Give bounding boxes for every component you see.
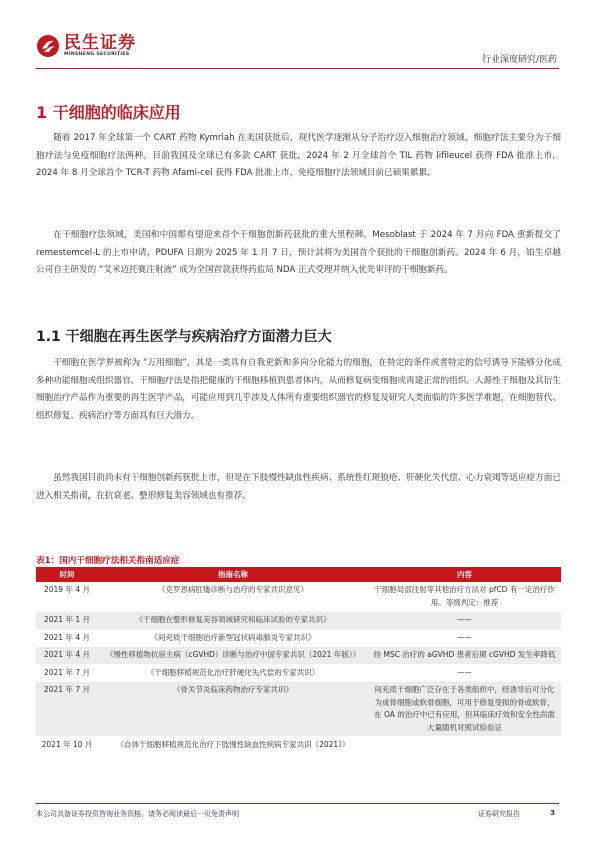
page-header [0, 0, 595, 72]
minsheng-logo-icon [36, 34, 60, 58]
cell-content: 干细胞局部注射等其他治疗方法对 pfCD 有一定治疗作用。等级判定：推荐 [368, 582, 561, 612]
cell-date: 2021 年 1 月 [36, 612, 98, 630]
footer-report-type: 证券研究报告 [478, 810, 520, 818]
paragraph-2: 在干细胞疗法领域，美国和中国都有望迎来首个干细胞创新药获批的重大里程碑。Mesoblast 于 2024 年 7 月向 FDA 重新提交了 remestemcel-L 的上市申请，PDUFA 日期为 2025 年 1 月 7 日，预计其将为美国首个获批的干细胞创新药。2024 年 6 月，铂生卓越公司自主研发的 “艾米迈托赛注射液” 成为全国首款获得药监局 NDA 正式受理并纳入优先审评的干细胞新药。 [36, 230, 561, 275]
cell-content: 经 MSC 治疗的 aGVHD 患者后期 cGVHD 发生率降低 [368, 647, 561, 665]
report-category: 行业深度研究/医药 [481, 55, 557, 65]
cell-guideline-name: 《干细胞在整形修复美容领域研究和临床试验的专家共识》 [98, 612, 368, 630]
section-1-1-title: 1.1 干细胞在再生医学与疾病治疗方面潜力巨大 [36, 329, 332, 345]
footer-disclaimer: 本公司具备证券投资咨询业务资格，请务必阅读最后一页免责声明 [36, 810, 239, 818]
paragraph-4: 虽然我国目前尚未有干细胞创新药获批上市，但是在下肢慢性缺血性疾病、系统性红斑狼疮、肝硬化失代偿、心力衰竭等适应症方面已进入相关指南，在抗衰老、整形修复美容领域也有推荐。 [36, 473, 561, 501]
cell-content: —— [368, 629, 561, 647]
cell-date: 2021 年 10 月 [36, 737, 98, 755]
cell-content [368, 737, 561, 755]
header-date: 时间 [36, 567, 98, 582]
cell-date: 2019 年 4 月 [36, 582, 98, 612]
cell-date: 2021 年 7 月 [36, 664, 98, 682]
paragraph-1: 随着 2017 年全球第一个 CART 药物 Kymriah 在美国获批后，现代医学逐渐从分子治疗迈入细胞治疗领域。细胞疗法主要分为干细胞疗法与免疫细胞疗法两种。目前我国及全球已有多款 CART 获批，2024 年 2 月全球首个 TIL 药物 lifileucel 获得 FDA 批准上市，2024 年 8 月全球首个 TCR-T 药物 Afami-cel 获得 FDA 批准上市，免疫细胞疗法领域目前已硕果累累。 [36, 133, 561, 178]
logo-chinese-name: 民生证券 [64, 33, 136, 53]
cell-guideline-name: 《干细胞移植规范化治疗肝硬化失代偿的专家共识》 [98, 664, 368, 682]
cell-guideline-name: 《自体干细胞移植规范化治疗下肢慢性缺血性疾病专家共识（2021）》 [98, 737, 368, 755]
table-row [36, 737, 561, 755]
cell-date: 2021 年 4 月 [36, 629, 98, 647]
table-row [36, 682, 561, 737]
table-row [36, 629, 561, 647]
page-number: 3 [550, 809, 555, 817]
cell-content: —— [368, 612, 561, 630]
cell-guideline-name: 《克罗恩病肛瘘诊断与治疗的专家共识意见》 [98, 582, 368, 612]
logo-english-name: MINSHENG SECURITIES [64, 52, 130, 57]
section-1-title: 1 干细胞的临床应用 [36, 103, 181, 122]
cell-date: 2021 年 7 月 [36, 682, 98, 737]
header-divider [36, 68, 559, 69]
table-row [36, 647, 561, 665]
cell-date: 2021 年 4 月 [36, 647, 98, 665]
cell-guideline-name: 《慢性移植物抗宿主病（cGVHD）诊断与治疗中国专家共识（2021 年版）》 [98, 647, 368, 665]
cell-guideline-name: 《骨关节炎临床药物治疗专家共识》 [98, 682, 368, 737]
paragraph-3: 干细胞在医学界被称为 “万用细胞”，其是一类具有自我更新和多向分化能力的细胞，在特定的条件或者特定的信号诱导下能够分化成多种功能细胞或组织器官。干细胞疗法是指把健康的干细胞移植到患者体内，从而修复病变细胞或再建正常的组织。人源性干细胞及其衍生细胞治疗产品作为重要的再生医学产品，可能应用到几乎涉及人体所有重要组织器官的修复及研究人类面临的许多医学难题，在细胞替代、组织修复、疾病治疗等方面具有巨大潜力。 [36, 358, 561, 421]
table-row [36, 664, 561, 682]
cell-content: —— [368, 664, 561, 682]
table-header-row [36, 567, 561, 582]
table-row [36, 612, 561, 630]
footer-divider [36, 803, 559, 804]
table-title: 表1：国内干细胞疗法相关指南适应症 [36, 556, 180, 566]
cell-guideline-name: 《间充质干细胞治疗新型冠状病毒肺炎专家共识》 [98, 629, 368, 647]
header-guideline-name: 指南名称 [98, 567, 368, 582]
header-content: 内容 [368, 567, 561, 582]
company-logo [36, 34, 136, 58]
guideline-table [36, 567, 561, 755]
table-row [36, 582, 561, 612]
cell-content: 间充质干细胞广泛存在于各类组织中，经诱导后可分化为成骨细胞或软骨细胞，可用于修复受损的骨或软骨，在 OA 的治疗中已有应用，但其临床疗效和安全性尚需大量随机对照试验验证 [368, 682, 561, 737]
